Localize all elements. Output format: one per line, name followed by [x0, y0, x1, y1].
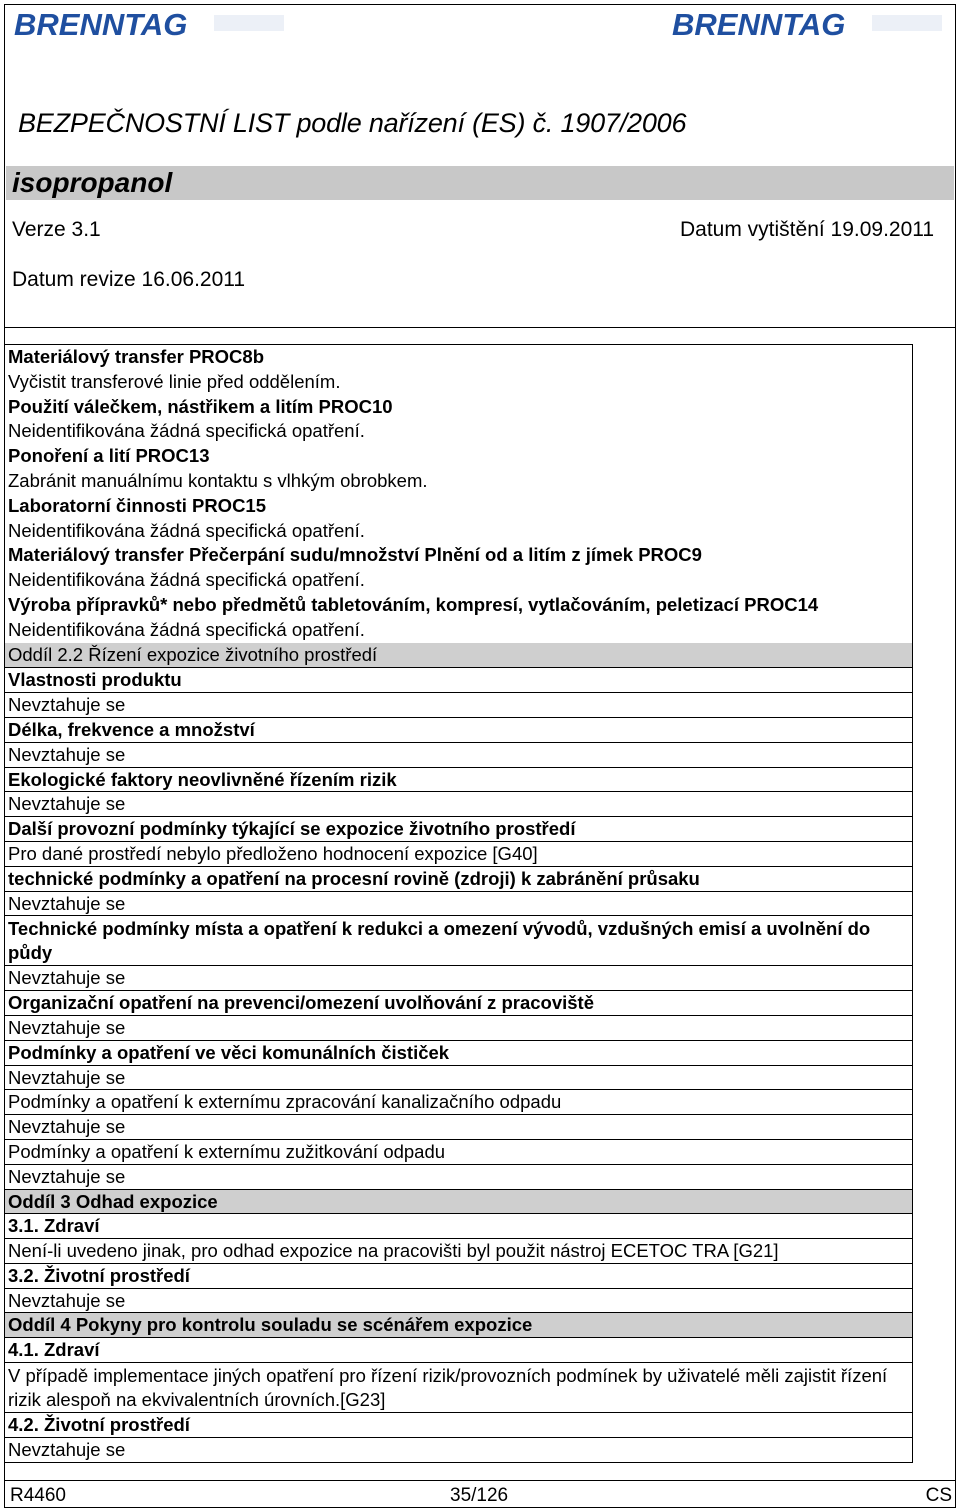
row-heading: 3.1. Zdraví	[5, 1213, 912, 1238]
row-text: Nevztahuje se	[5, 1015, 912, 1040]
row-text: Nevztahuje se	[5, 1437, 912, 1462]
row-heading: Laboratorní činnosti PROC15	[8, 494, 267, 516]
version: Verze 3.1	[12, 218, 101, 241]
content-table	[4, 344, 913, 1463]
row-text: Vyčistit transferové linie před oddělením.	[8, 370, 341, 392]
print-date: Datum vytištění 19.09.2011	[680, 218, 935, 241]
row-heading: technické podmínky a opatření na procesní rovině (zdroji) k zabránění průsaku	[5, 866, 912, 891]
row-heading: 4.1. Zdraví	[5, 1337, 912, 1362]
section-heading: Oddíl 3 Odhad expozice	[5, 1189, 912, 1214]
row-text: Neidentifikována žádná specifická opatření.	[8, 569, 365, 591]
footer-code: R4460	[10, 1485, 66, 1506]
row-text: Neidentifikována žádná specifická opatření.	[8, 420, 365, 442]
footer-page-number: 35/126	[450, 1485, 509, 1506]
row-heading: 3.2. Životní prostředí	[5, 1263, 912, 1288]
row-text: Nevztahuje se	[5, 692, 912, 717]
row-text: Neidentifikována žádná specifická opatření.	[8, 618, 365, 640]
row-heading: Technické podmínky místa a opatření k redukci a omezení vývodů, vzdušných emisí a uvolnění do půdy	[5, 915, 912, 965]
brenntag-logo-right	[672, 6, 942, 40]
brenntag-logo	[14, 6, 284, 40]
row-text: Nevztahuje se	[5, 791, 912, 816]
row-heading: Ekologické faktory neovlivněné řízením rizik	[5, 767, 912, 792]
row-heading: 4.2. Životní prostředí	[5, 1412, 912, 1437]
row-text: Nevztahuje se	[5, 1288, 912, 1313]
row-text: Podmínky a opatření k externímu zpracování kanalizačního odpadu	[5, 1089, 912, 1114]
row-text: Nevztahuje se	[5, 965, 912, 990]
row-heading: Organizační opatření na prevenci/omezení uvolňování z pracoviště	[5, 990, 912, 1015]
row-heading: Ponoření a lití PROC13	[8, 445, 210, 467]
row-text: Podmínky a opatření k externímu zužitkování odpadu	[5, 1139, 912, 1164]
row-text: Nevztahuje se	[5, 1065, 912, 1090]
row-heading: Další provozní podmínky týkající se expozice životního prostředí	[5, 816, 912, 841]
logo-text: BRENNTAG	[14, 7, 188, 40]
row-heading: Výroba přípravků* nebo předmětů tabletováním, kompresí, vytlačováním, peletizací PROC14	[8, 593, 819, 615]
row-heading: Materiálový transfer PROC8b	[8, 346, 265, 367]
row-text: Nevztahuje se	[5, 742, 912, 767]
footer-language: CS	[925, 1485, 952, 1506]
row-text: Nevztahuje se	[5, 1164, 912, 1189]
row-text: Neidentifikována žádná specifická opatření.	[8, 519, 365, 541]
row-text: Pro dané prostředí nebylo předloženo hodnocení expozice [G40]	[5, 841, 912, 866]
row-heading: Délka, frekvence a množství	[5, 717, 912, 742]
revision-date: Datum revize 16.06.2011	[12, 268, 246, 291]
product-name: isopropanol	[12, 167, 173, 198]
row-text: Zabránit manuálnímu kontaktu s vlhkým obrobkem.	[8, 469, 428, 491]
document-title: BEZPEČNOSTNÍ LIST podle nařízení (ES) č. 1907/2006	[18, 108, 687, 138]
row-heading: Podmínky a opatření ve věci komunálních čističek	[5, 1040, 912, 1065]
section-heading: Oddíl 2.2 Řízení expozice životního prostředí	[5, 643, 912, 668]
section-heading: Oddíl 4 Pokyny pro kontrolu souladu se scénářem expozice	[5, 1312, 912, 1337]
row-text: Nevztahuje se	[5, 1114, 912, 1139]
row-heading: Vlastnosti produktu	[5, 667, 912, 692]
row-text: V případě implementace jiných opatření pro řízení rizik/provozních podmínek by uživatelé měli zajistit řízení rizik alespoň na ekvivalentních úrovních.[G23]	[5, 1362, 912, 1412]
row-heading: Použití válečkem, nástřikem a litím PROC10	[8, 395, 393, 417]
header-divider	[4, 327, 956, 328]
footer	[4, 1480, 956, 1509]
row-text: Nevztahuje se	[5, 891, 912, 916]
row-heading: Materiálový transfer Přečerpání sudu/množství Plnění od a litím z jímek PROC9	[8, 544, 702, 566]
row-text: Není-li uvedeno jinak, pro odhad expozice na pracovišti byl použit nástroj ECETOC TRA [G21]	[5, 1238, 912, 1263]
logo-text: BRENNTAG	[672, 7, 846, 40]
